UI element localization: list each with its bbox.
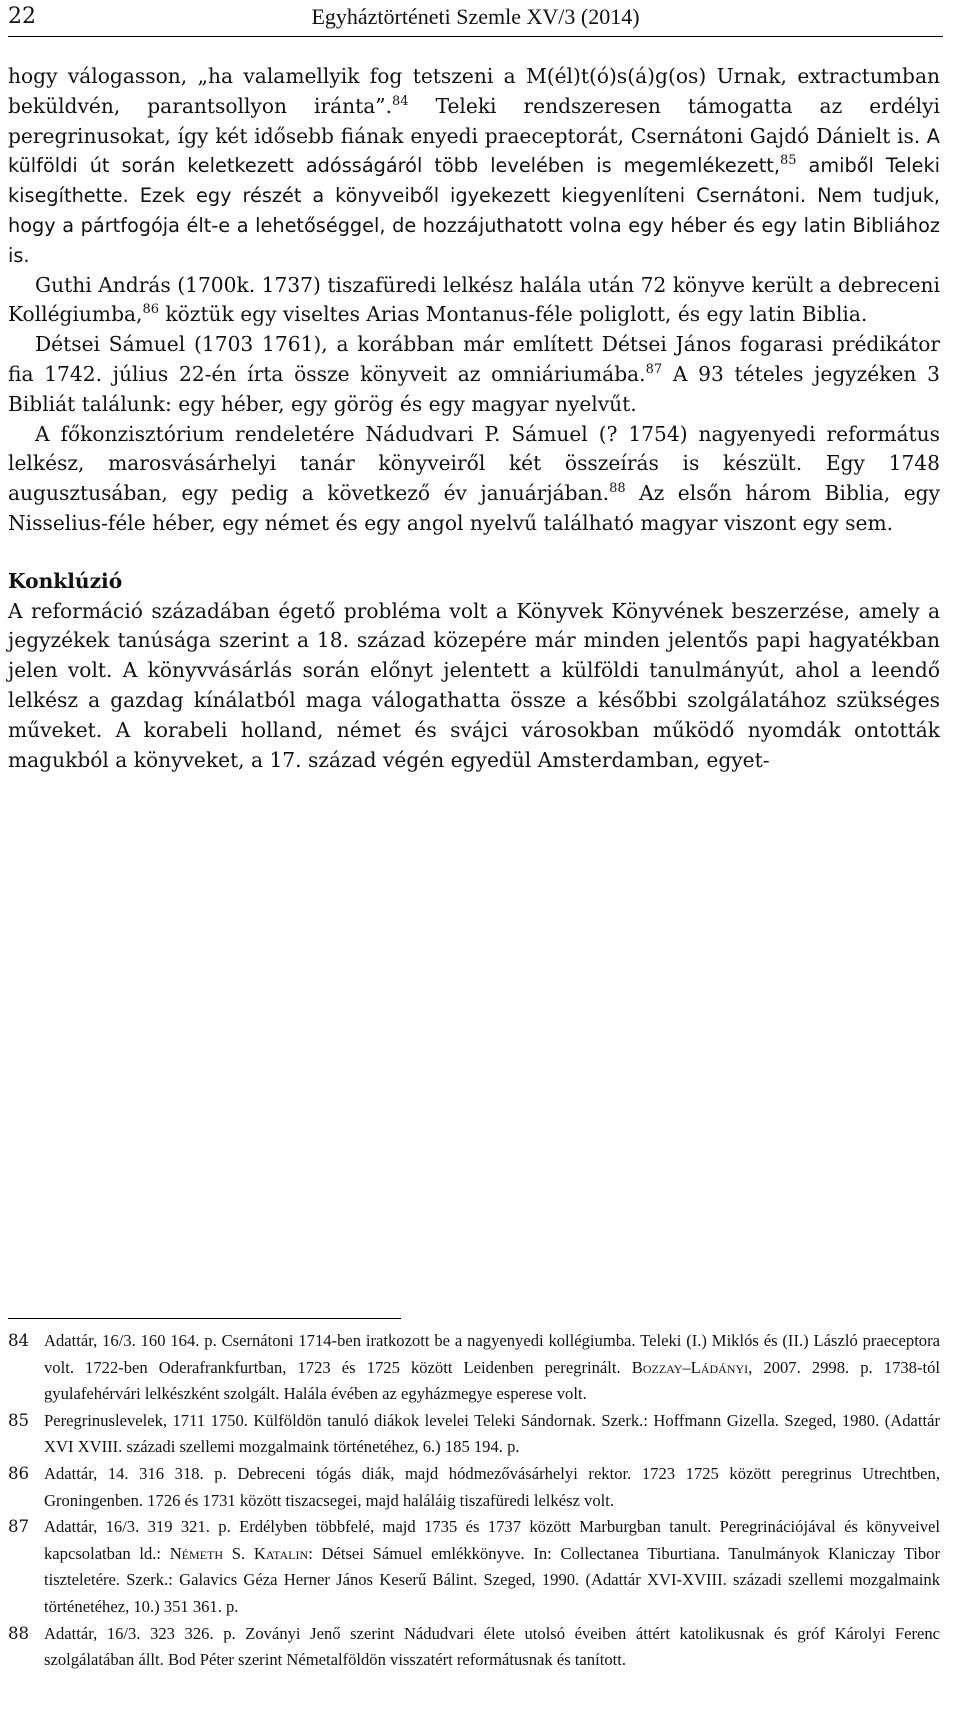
journal-title: Egyháztörténeti Szemle XV/3 (2014) (311, 4, 640, 29)
footnote-text: Peregrinuslevelek, 1711 1750. Külföldön tanuló diákok levelei Teleki Sándornak. Szerk.: Hoffmann Gizella. Szeged, 1980. (Adattár XVI XVIII. századi szellemi mozgalmaink történetéhez, 6.) 185 194. p. (44, 1410, 940, 1457)
paragraph-teleki (8, 62, 940, 271)
footnote-number: 88 (8, 1623, 30, 1643)
paragraph-text: Guthi András (1700k. 1737) tiszafüredi lelkész halála után 72 könyve került a debreceni Kollégiumba, (8, 272, 940, 327)
footnote (8, 1514, 940, 1620)
footnote (8, 1621, 940, 1674)
paragraph-text: Détsei Sámuel (1703 1761), a korábban már említett Détsei János fogarasi prédikátor fia 1742. július 22-én írta össze könyveit az omniáriumába. (8, 332, 940, 386)
paragraph-text: amiből Teleki kisegíthette. Ezek egy részét a könyveiből igyekezett kiegyenlíteni Csernátoni. Nem tudjuk, hogy a pártfogója élt-e a lehetőséggel, de hozzájuthatott volna egy héber és egy latin Bibliához is. (8, 154, 940, 267)
footnote-ref[interactable]: 84 (392, 93, 409, 109)
footnote-divider (8, 1318, 401, 1319)
paragraph-text: A külföldi út során keletkezett adósságáról több levelében is megemlékezett, (8, 124, 940, 178)
footnote-ref[interactable]: 85 (779, 153, 797, 169)
footnote-text: Adattár, 16/3. 323 326. p. Zoványi Jenő szerint Nádudvari élete utolsó éveiben áttért katolikusnak és gróf Károlyi Ferenc szolgálatában állt. Bod Péter szerint Németalföldön visszatért reformátusnak és tanított. (44, 1623, 940, 1670)
paragraph-detsei (8, 330, 940, 419)
footnote-ref[interactable]: 87 (645, 361, 663, 377)
author-name: Bozzay–Ládányi (631, 1357, 749, 1377)
paragraph-text: Teleki rendszeresen támogatta az erdélyi peregrinusokat, így két idősebb fiának enyedi praeceptorát, Csernátoni Gajdó Dánielt is. (8, 93, 940, 148)
footnote-number: 84 (8, 1331, 30, 1350)
footnote-number: 86 (8, 1463, 30, 1483)
paragraph-text: A főkonzisztórium rendeletére Nádudvari P. Sámuel (? 1754) nagyenyedi református lelkész, marosvásárhelyi tanár könyveiről két összeírás is készült. Egy 1748 augusztusában, egy pedig a következő év januárjában. (8, 421, 940, 506)
footnote (8, 1408, 940, 1461)
footnote-number: 87 (8, 1517, 30, 1537)
paragraph-text: hogy válogasson, „ha valamellyik fog tetszeni a M(él)t(ó)s(á)g(os) Urnak, extractumban beküldvén, parantsollyon iránta”. (8, 64, 940, 118)
footnote-ref[interactable]: 86 (142, 302, 159, 318)
footnote-number: 85 (8, 1410, 30, 1430)
paragraph-nadudvari (8, 420, 940, 539)
author-name: Németh S. Katalin (169, 1543, 309, 1563)
paragraph-text: Az elsőn három Biblia, egy Nisselius-féle héber, egy német és egy angol nyelvű található magyar viszont egy sem. (8, 481, 940, 535)
footnote-text: Adattár, 16/3. 160 164. p. Csernátoni 1714-ben iratkozott be a nagyenyedi kollégiumba. Teleki (I.) Miklós és (II.) László praeceptora volt. 1722-ben Oderafrankfurtban, 1723 és 1725 között Leidenben peregrinált. Bozzay–Ládányi, 2007. 2998. p. 1738-tól gyulafehérvári lelkészként szolgált. Halála évében az egyházmegye esperese volt. (44, 1331, 941, 1404)
footnotes (8, 1328, 940, 1674)
footnote-text: Adattár, 14. 316 318. p. Debreceni tógás diák, majd hódmezővásárhelyi rektor. 1723 1725 között peregrinus Utrechtben, Groningenben. 1726 és 1731 között tiszacsegei, majd haláláig tiszafüredi lelkész volt. (44, 1463, 940, 1510)
section-heading: Konklúzió (8, 568, 123, 593)
paragraph-conclusion: A reformáció századában égető probléma volt a Könyvek Könyvének beszerzése, amely a jegyzékek tanúsága szerint a 18. század közepére már minden jelentős papi hagyatékban jelen volt. A könyvvásárlás során előnyt jelentett a külföldi tanulmányút, ahol a leendő lelkész a gazdag kínálatból maga válogathatta össze a későbbi szolgálatához szükséges műveket. A korabeli holland, német és svájci városokban működő nyomdák ontották magukból a könyveket, a 17. század végén egyedül Amsterdamban, egyet- (8, 598, 940, 772)
paragraph-text: köztük egy viseltes Arias Montanus-féle poliglott, és egy latin Biblia. (159, 302, 868, 327)
running-header (8, 2, 943, 37)
paragraph-guthi (8, 271, 940, 331)
footnote (8, 1461, 940, 1514)
main-text (8, 62, 940, 775)
paragraph-text: A 93 tételes jegyzéken 3 Bibliát találunk: egy héber, egy görög és egy magyar nyelvűt. (8, 361, 940, 416)
footnote-ref[interactable]: 88 (609, 481, 626, 497)
page-number: 22 (8, 4, 36, 29)
footnote (8, 1328, 940, 1408)
footnote-text: Adattár, 16/3. 319 321. p. Erdélyben többfelé, majd 1735 és 1737 között Marburgban tanult. Peregrinációjával és könyveivel kapcsolatban ld.: Németh S. Katalin: Détsei Sámuel emlékkönyve. In: Collectanea Tiburtiana. Tanulmányok Klaniczay Tibor tiszteletére. Szerk.: Galavics Géza Herner János Keserű Bálint. Szeged, 1990. (Adattár XVI-XVIII. századi szellemi mozgalmaink történetéhez, 10.) 351 361. p. (44, 1517, 940, 1616)
